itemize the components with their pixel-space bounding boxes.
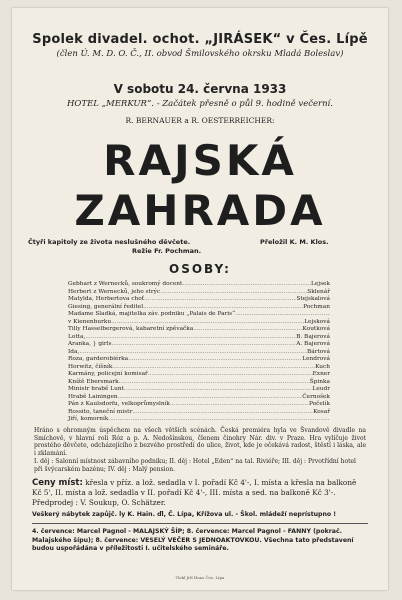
ticket-prices xyxy=(32,478,368,508)
dot-leader xyxy=(182,281,311,289)
cast-role: Hrabě Lainingen xyxy=(68,393,118,400)
cast-row xyxy=(68,386,330,394)
cast-row xyxy=(68,326,330,334)
cast-actor: Sklenář xyxy=(307,288,330,295)
dot-leader xyxy=(85,334,296,342)
cast-row xyxy=(68,416,330,424)
cast-role: v Kienenburku xyxy=(68,318,112,325)
play-subtitle: Čtyři kapitoly ze života neslušného děvčete. xyxy=(28,238,191,246)
cast-actor: B. Bajerová xyxy=(296,333,330,340)
cast-row xyxy=(68,356,330,364)
cast-role: Herbert z Wernecků, jeho strýc xyxy=(68,288,161,295)
cast-actor: Lejsková xyxy=(304,318,330,325)
cast-row xyxy=(68,304,330,312)
cast-row xyxy=(68,371,330,379)
printer-credit: Tiskl Jiří Haas Čes. Lípa xyxy=(175,575,225,580)
cast-actor: Lendrová xyxy=(302,356,330,362)
performance-date: V sobotu 24. června 1933 xyxy=(113,82,287,96)
cast-role: Tilly Hasselbergerová, kabaretní zpěvačka xyxy=(68,326,194,332)
cast-role: Roza, garderobiérka xyxy=(68,356,129,362)
society-membership: (člen Ú. M. D. O. Č., II. obvod Šmilovského okrsku Mladá Boleslav) xyxy=(56,49,344,59)
dot-leader xyxy=(119,379,310,387)
cast-actor: Lejsek xyxy=(311,281,330,287)
acts-list: I. děj : Salonní místnost zábavního podniku; II. děj : Hotel „Eden“ na tal. Riviéře; III. děj : Prvotřídní hotel při švýcarském bazénu; IV. děj : Malý pension. xyxy=(34,458,356,473)
cast-actor: Kuch xyxy=(315,363,330,370)
cast-actor: Špinka xyxy=(309,378,330,385)
dot-leader xyxy=(111,319,304,327)
society-name: Spolek divadel. ochot. „JIRÁSEK“ v Čes. Lípě xyxy=(32,32,368,47)
cast-actor: Bártová xyxy=(306,348,330,355)
cast-row xyxy=(68,394,330,402)
dot-leader xyxy=(235,311,330,319)
poster xyxy=(12,8,388,590)
cast-role: Horwitz, číšník xyxy=(68,363,113,370)
divider xyxy=(32,523,368,524)
cast-actor: Koutková xyxy=(302,326,330,332)
cast-actor: Kosař xyxy=(313,408,330,415)
cast-row xyxy=(68,401,330,409)
translator: Přeložil K. M. Klos. xyxy=(260,238,329,246)
dot-leader xyxy=(128,356,302,364)
cast-actor: Exner xyxy=(312,371,330,377)
play-description: Hráno s ohromným úspěchem na všech větších scénách. Česká premiéra hyla ve Švandově divadle na Smíchově, v hlavní roli Róz a p. A. Nedošínskou, členem činohry Nár. div. v Praze. Hra vylíčuje život prostého děvčete, odcházejícího z bezvého prostředí do ulice, život, kde je očekává radost, štěstí i láska, ale i zklamání. xyxy=(34,427,366,457)
dot-leader xyxy=(193,326,302,334)
dot-leader xyxy=(118,394,303,402)
dot-leader xyxy=(79,349,307,357)
furniture-note: Veškerý nábytek zapůjč. ly K. Hain. ďl, Č. Lípa, Křížova ul. - Škol. mládeží neprístupno ! xyxy=(32,511,337,518)
cast-row xyxy=(68,296,330,304)
cast-role: Ministr hrabě Lunt xyxy=(68,386,124,392)
cast-role: Aranka, } girls xyxy=(68,341,112,347)
venue-and-time: HOTEL „MERKUR“. - Začátek přesně o půl 9. hodině večerní. xyxy=(67,99,333,109)
cast-row xyxy=(68,409,330,417)
cast-role: Madame Sladká, majitelka záv. podniku „Palais de Paris“ xyxy=(68,311,236,317)
cast-role: Giesing, generální ředitel xyxy=(68,303,144,310)
cast-row xyxy=(68,281,330,289)
dot-leader xyxy=(124,386,313,394)
dot-leader xyxy=(132,409,313,417)
ticket-prices-text: křesla v příz. a lož. sedadla v I. pořadí Kč 4'-, I. místa a křesla na balkoně Kč 5', II. místa a lož. sedadla v II. pořadí Kč 4'-, III. místa a sed. na balkoně Kč 3'-. Předprodej : V. Soukup, O. Schätzer. xyxy=(32,478,357,507)
cast-actor: Počelík xyxy=(308,401,330,407)
dot-leader xyxy=(148,371,313,379)
cast-actor: Pochman xyxy=(303,303,330,310)
cast-row xyxy=(68,364,330,372)
cast-role: Jiří, komorník xyxy=(68,416,109,422)
cast-actor: Černošek xyxy=(302,393,330,400)
dot-leader xyxy=(144,296,296,304)
cast-role: Karmány, policejní komisař xyxy=(68,371,148,377)
cast-role: Pán z Kaulsdorfu, velkoprůmyslník xyxy=(68,401,170,407)
cast-row xyxy=(68,379,330,387)
dot-leader xyxy=(112,364,315,372)
cast-actor: Leudr xyxy=(312,386,330,392)
dot-leader xyxy=(170,401,309,409)
cast-actor: A. Bajerová xyxy=(296,341,330,347)
cast-role: Knížě Ebersmark xyxy=(68,378,119,385)
dot-leader xyxy=(112,341,297,349)
cast-row xyxy=(68,311,330,319)
cast-role: Gebhart z Wernecků, soukromý docent xyxy=(68,281,183,287)
cast-heading: OSOBY: xyxy=(169,262,231,276)
cast-role: Rossito, taneční mistr xyxy=(68,408,133,415)
cast-row xyxy=(68,349,330,357)
cast-row xyxy=(68,341,330,349)
dot-leader xyxy=(108,416,330,424)
cast-row xyxy=(68,334,330,342)
cast-list xyxy=(68,281,330,424)
dot-leader xyxy=(143,304,303,312)
play-title-line1: RAJSKÁ xyxy=(103,136,297,185)
cast-row xyxy=(68,319,330,327)
cast-actor: Stejskalová xyxy=(296,296,330,302)
cast-role: Ida, xyxy=(68,348,80,355)
play-title-line2: ZAHRADA xyxy=(74,186,326,235)
authors: R. BERNAUER a R. OESTERREICHER: xyxy=(125,116,275,125)
cast-row xyxy=(68,289,330,297)
dot-leader xyxy=(160,289,307,297)
upcoming-performances: 4. července: Marcel Pagnol - MALAJSKÝ ŠÍP; 8. července: Marcel Pagnol - FANNY (pokrač. Malajského šípu); 8. července: VESELÝ VEČER S JEDNOAKTOVKOU. Všechna tato představení budou uspořádána v příležitosti I. učitelského semináře. xyxy=(32,528,354,552)
ticket-prices-label: Ceny míst: xyxy=(32,478,83,488)
cast-role: Lotta, xyxy=(68,333,86,340)
cast-role: Matylda, Herbertova choť xyxy=(68,296,145,302)
director: Režie Fr. Pochman. xyxy=(132,247,202,255)
